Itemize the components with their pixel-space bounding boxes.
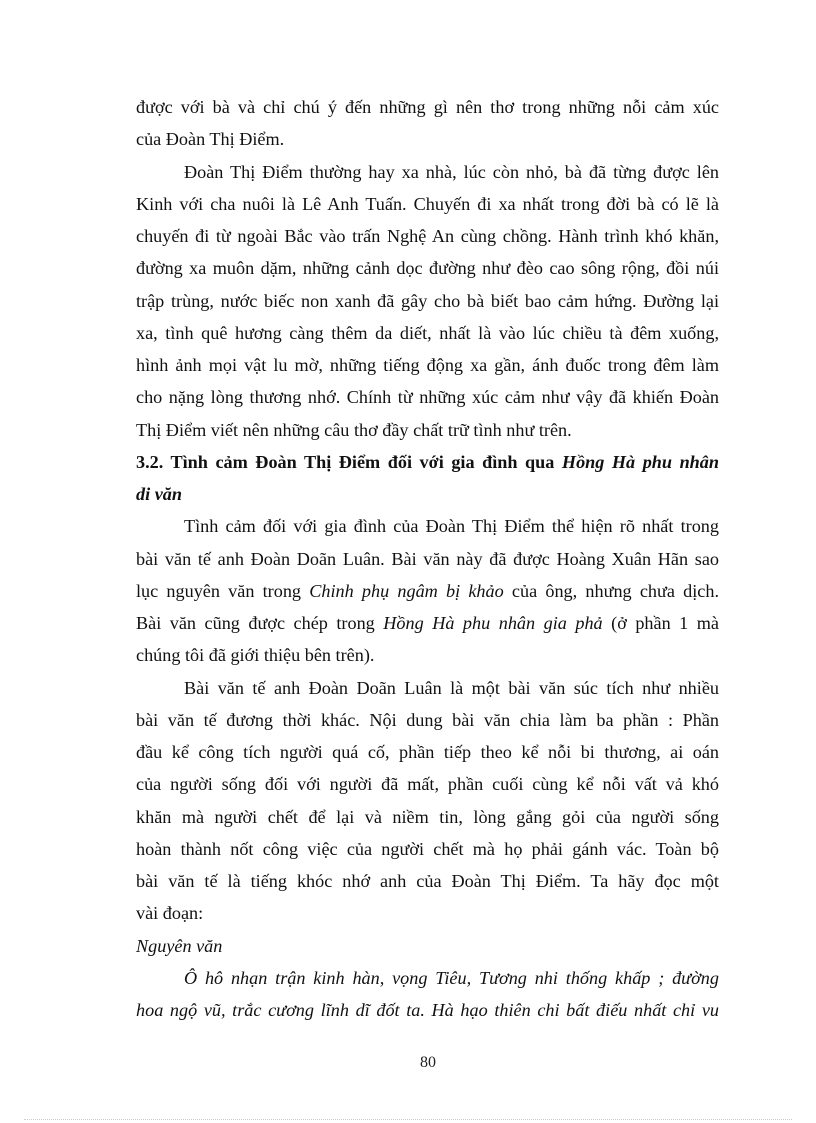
text-segment: được với bà và chỉ chú ý đến những gì nên thơ trong những nỗi cảm xúc [136,97,719,117]
text-segment: chúng tôi đã giới thiệu bên trên). [136,645,375,666]
text-line [136,414,719,446]
text-line [136,768,719,800]
section-heading-line [136,478,719,510]
italic-text: Ô hô nhạn trận kinh hàn, vọng Tiêu, Tương nhi thống khấp ; đường [184,967,719,988]
italic-text: Hồng Hà phu nhân gia phả [383,613,603,633]
text-line [136,672,719,704]
text-segment: của Đoàn Thị Điểm. [136,129,285,150]
text-line [136,897,719,929]
text-line [136,285,719,317]
text-line [136,575,719,607]
text-segment: bài văn tế là tiếng khóc nhớ anh của Đoàn Thị Điểm. Ta hãy đọc một [136,871,719,891]
italic-text: Nguyên văn [136,935,223,956]
section-heading-line [136,446,719,478]
italic-text: di văn [136,484,182,504]
text-segment: bài văn tế anh Đoàn Doãn Luân. Bài văn này đã được Hoàng Xuân Hãn sao [136,548,719,569]
text-line [136,930,719,962]
text-segment: của người sống đối với người đã mất, phần cuối cùng kể nỗi vất vả khó [136,774,719,795]
text-line [136,188,719,220]
text-segment: Đoàn Thị Điểm thường hay xa nhà, lúc còn nhỏ, bà đã từng được lên [184,161,719,182]
text-line [136,381,719,413]
text-segment: đầu kể công tích người quá cố, phần tiếp theo kể nỗi bi thương, ai oán [136,742,719,762]
text-line [136,317,719,349]
text-line [136,220,719,252]
text-line [136,123,719,155]
text-line [136,704,719,736]
text-segment: xa, tình quê hương càng thêm da diết, nhất là vào lúc chiều tà đêm xuống, [136,322,719,343]
text-line [136,252,719,284]
italic-text: Hồng Hà phu nhân [561,451,720,472]
text-segment: lục nguyên văn trong [136,580,310,601]
body-text [136,91,719,1026]
text-segment: của ông, nhưng chưa dịch. [503,580,719,601]
text-segment: 3.2. Tình cảm Đoàn Thị Điểm đối với gia đình qua [136,451,562,472]
text-segment: bài văn tế đương thời khác. Nội dung bài văn chia làm ba phần : Phần [136,709,719,730]
page-number: 80 [420,1054,436,1071]
text-segment: chuyến đi từ ngoài Bắc vào trấn Nghệ An cùng chồng. Hành trình khó khăn, [136,226,719,246]
italic-text: hoa ngộ vũ, trắc cương lĩnh dĩ đốt ta. Hà hạo thiên chi bất điếu nhất chỉ vu [136,1000,719,1020]
text-line [136,865,719,897]
text-line [136,801,719,833]
text-line [136,349,719,381]
text-line [136,833,719,865]
text-line [136,736,719,768]
text-segment: khăn mà người chết để lại và niềm tin, lòng gắng gỏi của người sống [136,806,719,827]
text-segment: Thị Điểm viết nên những câu thơ đầy chất trữ tình như trên. [136,419,572,440]
text-line [136,607,719,639]
text-line [136,543,719,575]
text-segment: (ở phần 1 mà [602,613,720,633]
text-segment: cho nặng lòng thương nhớ. Chính từ những xúc cảm như vậy đã khiến Đoàn [136,387,719,408]
text-line [136,962,719,994]
text-segment: Bài văn tế anh Đoàn Doãn Luân là một bài văn súc tích như nhiều [184,677,719,698]
page-edge-divider [24,1119,792,1120]
text-line [136,639,719,671]
text-segment: hình ảnh mọi vật lu mờ, những tiếng động xa gần, ánh đuốc trong đêm làm [136,355,719,375]
text-segment: Bài văn cũng được chép trong [136,613,384,633]
text-segment: trập trùng, nước biếc non xanh đã gây cho bà biết bao cảm hứng. Đường lại [136,290,719,311]
text-segment: Tình cảm đối với gia đình của Đoàn Thị Điểm thể hiện rõ nhất trong [184,516,719,537]
text-segment: hoàn thành nốt công việc của người chết mà họ phải gánh vác. Toàn bộ [136,838,719,859]
text-line [136,91,719,123]
italic-text: Chinh phụ ngâm bị khảo [309,580,504,601]
text-line [136,156,719,188]
text-segment: vài đoạn: [136,903,204,924]
text-segment: đường xa muôn dặm, những cảnh dọc đường như đèo cao sông rộng, đồi núi [136,258,719,279]
text-line [136,510,719,542]
text-segment: Kinh với cha nuôi là Lê Anh Tuấn. Chuyến đi xa nhất trong đời bà có lẽ là [136,193,719,214]
text-line [136,994,719,1026]
